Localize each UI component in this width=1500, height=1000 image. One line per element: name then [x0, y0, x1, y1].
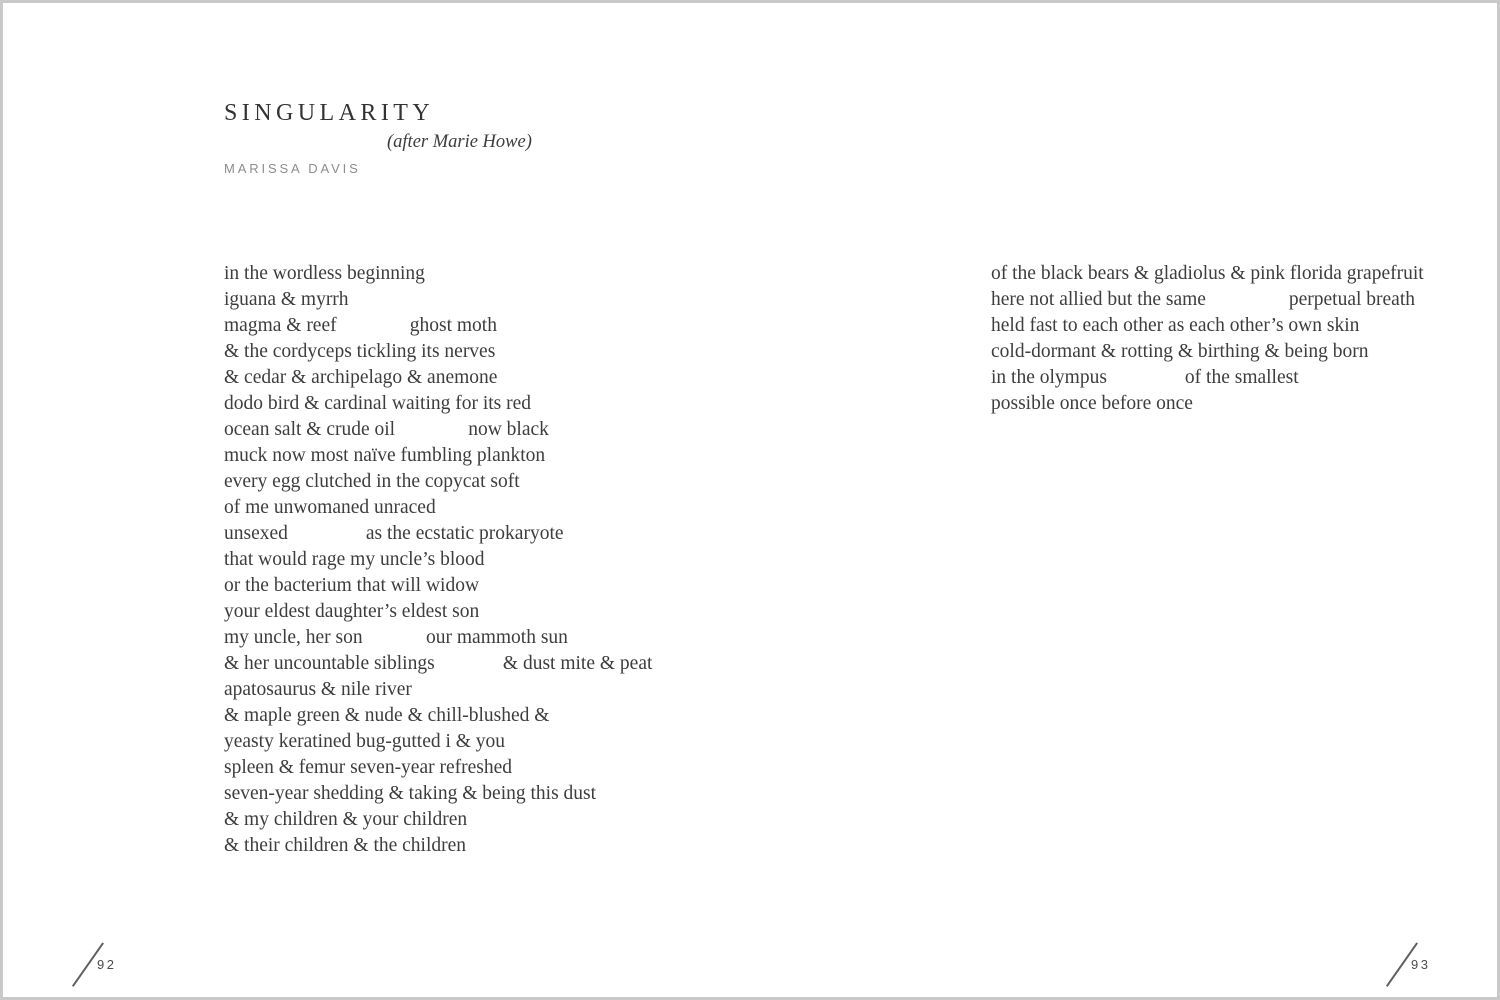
poem-line: ocean salt & crude oil now black	[224, 419, 549, 440]
poem-title: SINGULARITY	[224, 100, 435, 126]
poem-author: MARISSA DAVIS	[224, 161, 361, 176]
poem-line: seven-year shedding & taking & being this dust	[224, 783, 597, 804]
poem-line: apatosaurus & nile river	[224, 679, 412, 700]
poem-line: muck now most naïve fumbling plankton	[224, 445, 546, 466]
poem-line: & cedar & archipelago & anemone	[224, 367, 498, 388]
right-page-number	[1387, 936, 1459, 998]
poem-line: & the cordyceps tickling its nerves	[224, 341, 496, 362]
left-page-poem-text	[224, 261, 652, 859]
poem-line: & their children & the children	[224, 835, 467, 856]
poem-line: magma & reef ghost moth	[224, 315, 497, 336]
poem-attribution: (after Marie Howe)	[387, 132, 532, 152]
poem-line: & my children & your children	[224, 809, 468, 830]
poem-line: iguana & myrrh	[224, 289, 349, 310]
poem-line: dodo bird & cardinal waiting for its red	[224, 393, 532, 414]
poem-line: of the black bears & gladiolus & pink florida grapefruit	[991, 263, 1424, 284]
poem-line: yeasty keratined bug-gutted i & you	[224, 731, 506, 752]
page-number-label: 93	[1411, 957, 1431, 972]
poem-line: of me unwomaned unraced	[224, 497, 436, 518]
poem-line: cold-dormant & rotting & birthing & being born	[991, 341, 1369, 362]
poem-line: & maple green & nude & chill-blushed &	[224, 705, 550, 726]
right-page-poem-text	[991, 261, 1424, 417]
poem-line: that would rage my uncle’s blood	[224, 549, 485, 570]
poem-line: unsexed as the ecstatic prokaryote	[224, 523, 564, 544]
poem-line: my uncle, her son our mammoth sun	[224, 627, 568, 648]
poem-line: every egg clutched in the copycat soft	[224, 471, 520, 492]
poem-line: in the wordless beginning	[224, 263, 425, 284]
poem-line: spleen & femur seven-year refreshed	[224, 757, 513, 778]
poem-line: held fast to each other as each other’s own skin	[991, 315, 1360, 336]
left-page-number	[73, 936, 145, 998]
page-number-label: 92	[97, 957, 117, 972]
poem-line: & her uncountable siblings & dust mite & peat	[224, 653, 653, 674]
poem-line: your eldest daughter’s eldest son	[224, 601, 480, 622]
poem-line: or the bacterium that will widow	[224, 575, 480, 596]
poem-line: possible once before once	[991, 393, 1193, 414]
poem-line: in the olympus of the smallest	[991, 367, 1299, 388]
poem-line: here not allied but the same perpetual breath	[991, 289, 1415, 310]
